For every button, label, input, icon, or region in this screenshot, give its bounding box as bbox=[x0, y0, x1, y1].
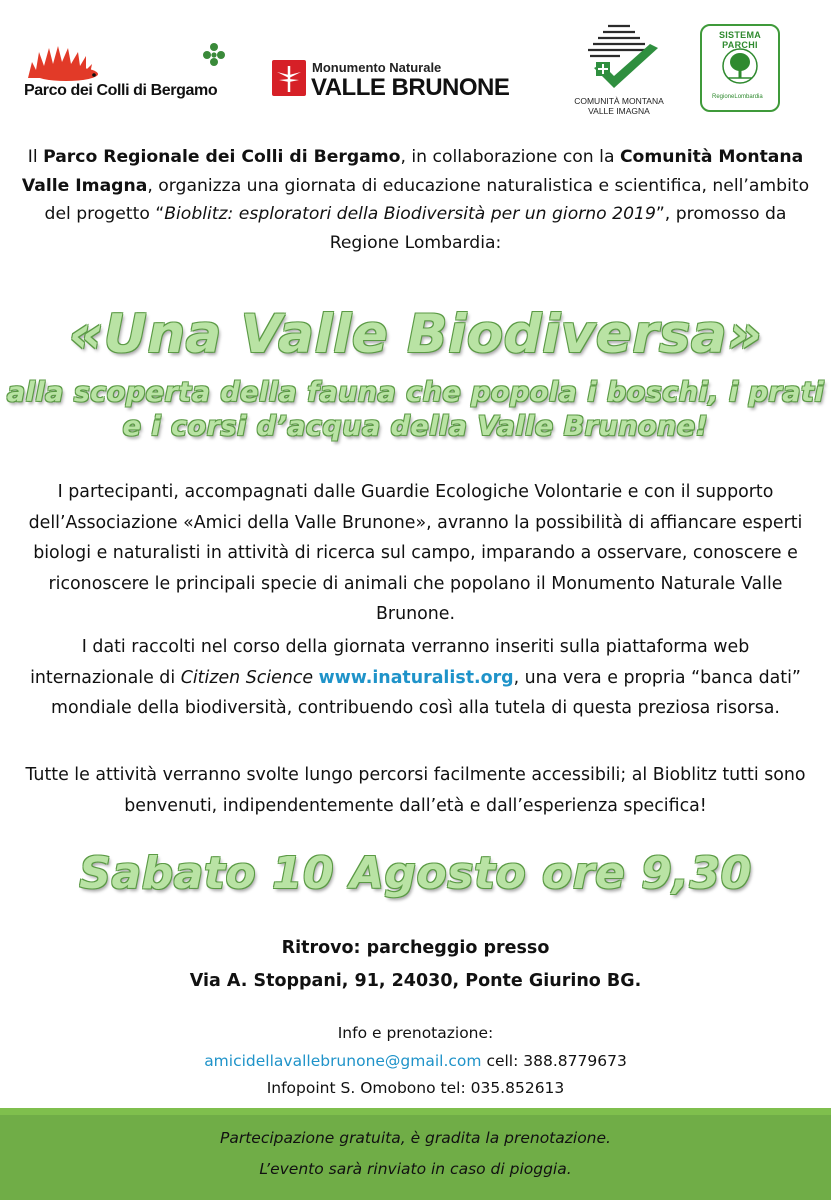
valle-logo-line2: VALLE BRUNONE bbox=[311, 74, 510, 101]
citizen-science-text: Citizen Science bbox=[180, 667, 314, 688]
inaturalist-link[interactable]: www.inaturalist.org bbox=[318, 667, 514, 688]
meeting-line-1: Ritrovo: parcheggio presso bbox=[281, 938, 550, 958]
info-block bbox=[0, 1020, 831, 1103]
sistema-parchi-logo bbox=[700, 24, 780, 112]
footer-line-1: Partecipazione gratuita, è gradita la prenotazione. bbox=[220, 1129, 611, 1147]
intro-parco-name: Parco Regionale dei Colli di Bergamo bbox=[43, 147, 401, 167]
tree-icon bbox=[702, 42, 778, 102]
para2-text-3: , una vera e propria “banca dati” mondiale della biodiversità, contribuendo così alla tutela di questa preziosa risorsa. bbox=[51, 667, 801, 719]
intro-project-name: Bioblitz: esploratori della Biodiversità per un giorno 2019 bbox=[164, 204, 656, 225]
dragonfly-icon bbox=[272, 60, 306, 96]
sistema-parchi-text: SISTEMA PARCHI bbox=[718, 30, 762, 50]
intro-paragraph bbox=[20, 143, 811, 258]
event-subtitle: alla scoperta della fauna che popola i boschi, i prati e i corsi d’acqua della Valle Brunone! bbox=[6, 377, 825, 442]
description-paragraph-1: I partecipanti, accompagnati dalle Guardie Ecologiche Volontarie e con il supporto dell’Associazione «Amici della Valle Brunone», avranno la possibilità di affiancare esperti biologi e naturalisti in attività di ricerca sul campo, imparando a osservare, conoscere e riconoscere le principali specie di animali che popolano il Monumento Naturale Valle Brunone. bbox=[28, 482, 803, 625]
footer-band bbox=[0, 1108, 831, 1200]
meeting-point bbox=[0, 932, 831, 998]
event-date: Sabato 10 Agosto ore 9,30 bbox=[79, 848, 752, 899]
logo-bar bbox=[0, 0, 831, 130]
intro-text-1: Il bbox=[27, 147, 44, 167]
valle-brunone-logo bbox=[272, 58, 522, 102]
intro-comunita-name: Comunità Montana Valle Imagna bbox=[21, 147, 804, 196]
comunita-montana-logo bbox=[560, 18, 678, 120]
email-link[interactable]: amicidellavallebrunone@gmail.com bbox=[204, 1051, 482, 1070]
meeting-address: Via A. Stoppani, 91, 24030, Ponte Giurino BG. bbox=[189, 971, 642, 991]
description-paragraph-2 bbox=[20, 632, 811, 724]
parco-logo-text: Parco dei Colli di Bergamo bbox=[24, 82, 218, 99]
intro-text-3: , organizza una giornata di educazione naturalistica e scientifica, nell’ambito del progetto “ bbox=[44, 175, 810, 225]
infopoint-line: Infopoint S. Omobono tel: 035.852613 bbox=[266, 1079, 565, 1097]
mountain-check-icon bbox=[560, 18, 678, 96]
regione-lombardia-text: RegioneLombardia bbox=[712, 94, 763, 100]
valle-logo-line1: Monumento Naturale bbox=[312, 60, 442, 75]
comunita-line2: VALLE IMAGNA bbox=[588, 106, 650, 116]
intro-text-4: ”, promosso da Regione Lombardia: bbox=[329, 204, 787, 254]
comunita-logo-text bbox=[560, 96, 678, 116]
description-paragraph-3: Tutte le attività verranno svolte lungo percorsi facilmente accessibili; al Bioblitz tutti sono benvenuti, indipendentemente dall’età e dall’esperienza specifica! bbox=[25, 765, 806, 816]
footer-line-2: L’evento sarà rinviato in caso di pioggia. bbox=[259, 1160, 572, 1178]
hedgehog-icon bbox=[22, 40, 247, 82]
contact-line bbox=[0, 1048, 831, 1076]
cell-number: cell: 388.8779673 bbox=[481, 1051, 627, 1070]
para2-text-1: I dati raccolti nel corso della giornata verranno inseriti sulla piattaforma web internazionale di bbox=[30, 637, 750, 688]
comunita-line1: COMUNITÀ MONTANA bbox=[574, 96, 664, 106]
info-heading: Info e prenotazione: bbox=[337, 1024, 494, 1042]
parco-colli-logo bbox=[22, 40, 247, 105]
event-title: «Una Valle Biodiversa» bbox=[68, 304, 763, 365]
intro-text-2: , in collaborazione con la bbox=[400, 147, 620, 167]
